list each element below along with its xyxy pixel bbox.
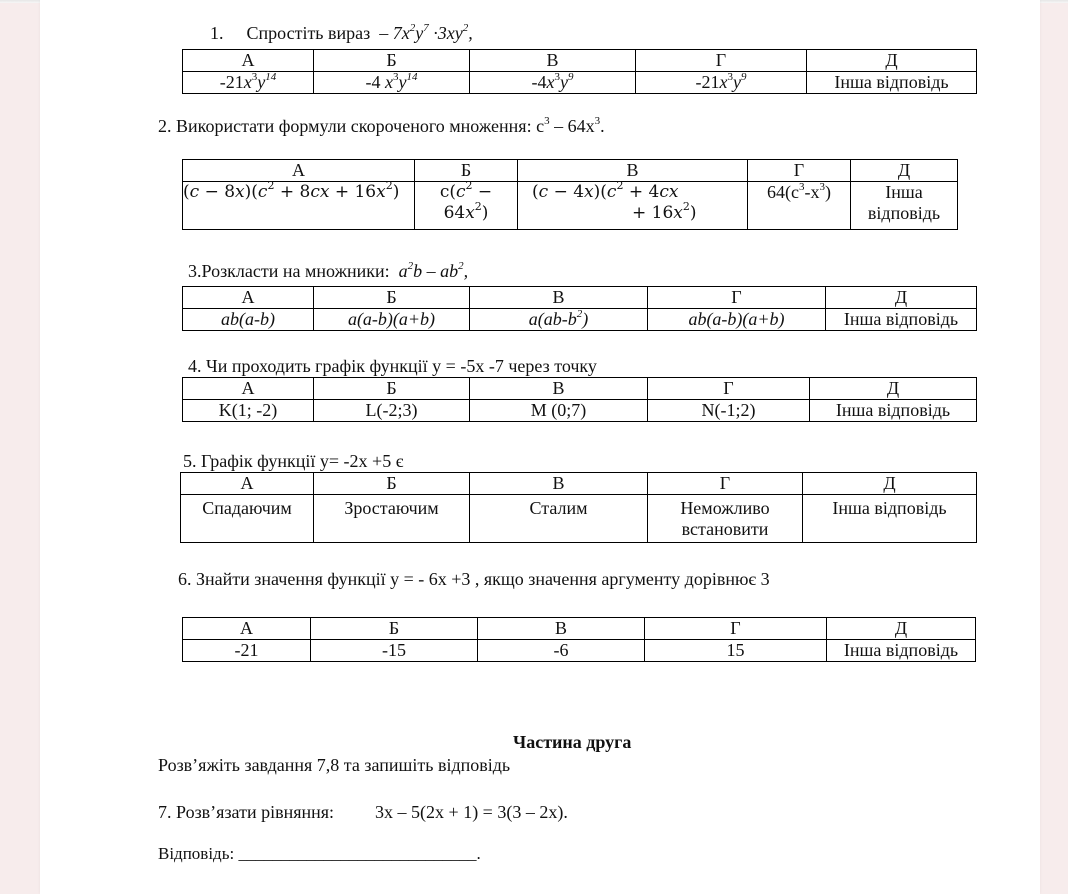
question-7-label: 7. Розв’язати рівняння:: [158, 802, 335, 822]
question-4-options-table: [182, 377, 977, 422]
question-6-text: 6. Знайти значення функції у = - 6х +3 , якщо значення аргументу дорівнює 3: [178, 569, 770, 589]
q2-option-d[interactable]: Інша відповідь: [851, 182, 958, 230]
q3-option-v[interactable]: $a(ab-b^2)$: [470, 309, 648, 331]
option-header-d: Д: [851, 160, 958, 182]
question-1-options-table: [182, 49, 977, 94]
option-header-g: Г: [648, 473, 803, 495]
q2-option-v[interactable]: $(c - 4x)(c^2 + 4cx$ + $16x^2$): [518, 182, 748, 230]
q2-option-b[interactable]: $c(c^2$ − $64x^2$): [415, 182, 518, 230]
q1-option-a[interactable]: $-21x^3y^{14}$: [183, 72, 314, 94]
question-1-expression: – $7x^2y^7 \cdot 3xy^2$,: [374, 22, 473, 43]
q3-option-b[interactable]: a(a-b)(a+b): [314, 309, 470, 331]
question-7-equation: 3х – 5(2х + 1) = 3(3 – 2х).: [375, 802, 568, 822]
question-7-answer: [158, 843, 481, 865]
q1-option-v[interactable]: $-4x^3y^9$: [470, 72, 636, 94]
question-2-options-table: [182, 159, 958, 230]
q5-option-a[interactable]: Спадаючим: [181, 495, 314, 543]
question-3: [188, 260, 468, 282]
option-header-b: Б: [314, 287, 470, 309]
q4-option-a[interactable]: K(1; -2): [183, 400, 314, 422]
option-header-b: Б: [314, 50, 470, 72]
option-header-d: Д: [826, 287, 977, 309]
question-1: [210, 22, 473, 44]
question-3-expression: $a^2b - ab^2$,: [398, 260, 469, 281]
option-header-v: В: [478, 618, 645, 640]
part-two-title: Частина друга: [513, 732, 632, 752]
question-2-text: 2. Використати формули скороченого множення: $c^3 - 64x^3$.: [158, 115, 605, 136]
q6-option-b[interactable]: -15: [311, 640, 478, 662]
question-5-options-table: [180, 472, 977, 543]
option-header-v: В: [470, 287, 648, 309]
q4-option-g[interactable]: N(-1;2): [648, 400, 810, 422]
q3-option-d[interactable]: Інша відповідь: [826, 309, 977, 331]
q6-option-a[interactable]: -21: [183, 640, 311, 662]
option-header-a: А: [183, 50, 314, 72]
option-header-v: В: [470, 50, 636, 72]
option-header-g: Г: [648, 378, 810, 400]
q4-option-b[interactable]: L(-2;3): [314, 400, 470, 422]
option-header-a: А: [183, 160, 415, 182]
option-header-v: В: [470, 378, 648, 400]
question-3-options-table: [182, 286, 977, 331]
answer-label: Відповідь:: [158, 844, 235, 863]
answer-blank-line[interactable]: ____________________________.: [238, 844, 481, 863]
part-two-instruction: Розв’яжіть завдання 7,8 та запишіть відповідь: [158, 755, 511, 775]
q3-option-g[interactable]: ab(a-b)(a+b): [648, 309, 826, 331]
q1-option-b[interactable]: -4 $x^3y^{14}$: [314, 72, 470, 94]
option-header-g: Г: [636, 50, 807, 72]
option-header-d: Д: [827, 618, 976, 640]
question-4-text: 4. Чи проходить графік функції у = -5х -7 через точку: [188, 356, 597, 376]
option-header-d: Д: [803, 473, 977, 495]
option-header-g: Г: [645, 618, 827, 640]
question-6: [178, 568, 770, 590]
option-header-d: Д: [807, 50, 977, 72]
option-header-b: Б: [314, 473, 470, 495]
option-header-b: Б: [311, 618, 478, 640]
option-header-v: В: [470, 473, 648, 495]
option-header-a: А: [181, 473, 314, 495]
q2-option-g[interactable]: $64(c^3-x^3)$: [748, 182, 851, 230]
q3-option-a[interactable]: ab(a-b): [183, 309, 314, 331]
option-header-d: Д: [810, 378, 977, 400]
question-3-text: 3.Розкласти на множники:: [188, 261, 390, 281]
option-header-b: Б: [314, 378, 470, 400]
q4-option-d[interactable]: Інша відповідь: [810, 400, 977, 422]
q5-option-b[interactable]: Зростаючим: [314, 495, 470, 543]
question-5: [183, 450, 403, 472]
question-4: [188, 355, 597, 377]
q1-option-d[interactable]: Інша відповідь: [807, 72, 977, 94]
q4-option-v[interactable]: M (0;7): [470, 400, 648, 422]
q2-option-a[interactable]: $(c - 8x)(c^2 + 8cx + 16x^2)$: [183, 182, 415, 230]
q1-option-g[interactable]: $-21x^3y^9$: [636, 72, 807, 94]
option-header-a: А: [183, 287, 314, 309]
q5-option-v[interactable]: Сталим: [470, 495, 648, 543]
q6-option-v[interactable]: -6: [478, 640, 645, 662]
question-2: [158, 115, 605, 137]
option-header-a: А: [183, 618, 311, 640]
question-5-text: 5. Графік функції у= -2х +5 є: [183, 451, 404, 471]
option-header-v: В: [518, 160, 748, 182]
question-1-number: 1.: [210, 23, 224, 43]
option-header-g: Г: [648, 287, 826, 309]
option-header-a: А: [183, 378, 314, 400]
option-header-b: Б: [415, 160, 518, 182]
question-7: [158, 801, 568, 823]
q5-option-g[interactable]: Неможливо встановити: [648, 495, 803, 543]
q5-option-d[interactable]: Інша відповідь: [803, 495, 977, 543]
q6-option-d[interactable]: Інша відповідь: [827, 640, 976, 662]
question-6-options-table: [182, 617, 976, 662]
option-header-g: Г: [748, 160, 851, 182]
q6-option-g[interactable]: 15: [645, 640, 827, 662]
question-1-text: Спростіть вираз: [246, 23, 371, 43]
